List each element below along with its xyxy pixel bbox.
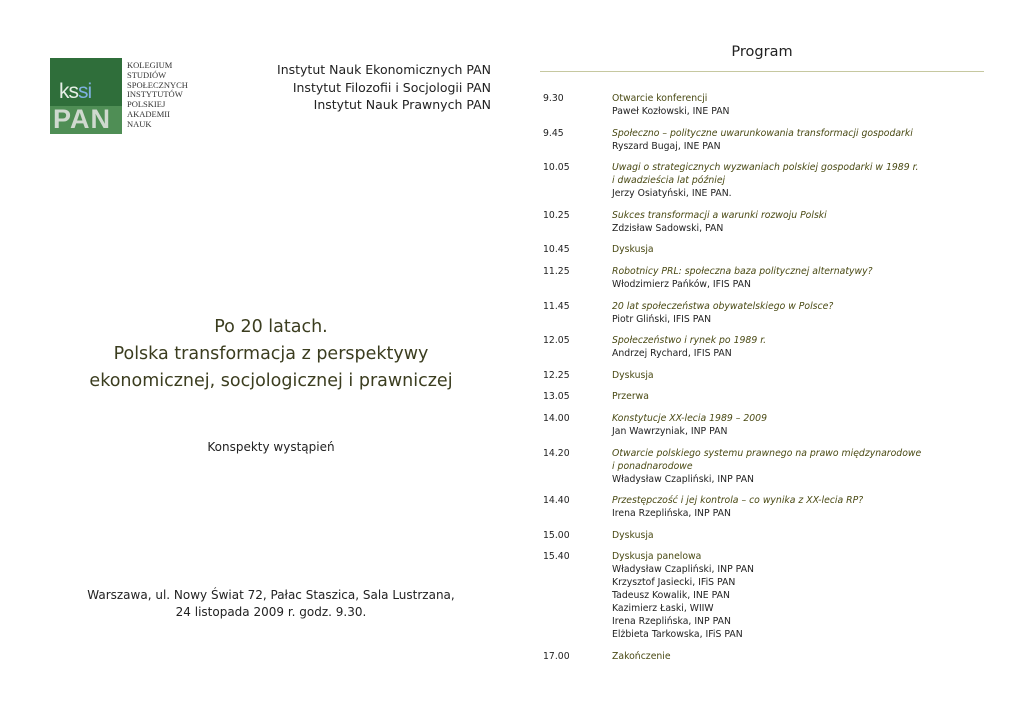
program-item [543,494,983,520]
program-item-speaker: Kazimierz Łaski, WIIW [612,603,714,615]
program-item-content [612,92,983,118]
logo-wordmark-line: NAUK [127,118,152,129]
program-item-title: Dyskusja panelowa [612,551,702,563]
venue-line-1: Warszawa, ul. Nowy Świat 72, Pałac Staszica, Sala Lustrzana, [87,588,455,602]
program-item-content [612,494,983,520]
subtitle: Konspekty wystąpień [207,440,335,454]
program-item-content [612,209,983,235]
program-item-speaker: Włodzimierz Pańków, IFIS PAN [612,278,751,290]
program-item-title: Społeczeństwo i rynek po 1989 r. [612,335,767,347]
program-item [543,243,983,256]
program-heading: Program [731,44,793,60]
program-divider [540,71,984,72]
program-item-speaker: Irena Rzeplińska, INP PAN [612,616,731,628]
logo-mark-pan: PAN [53,104,112,134]
program-item-time: 10.05 [543,162,570,174]
logo-wordmark-line: STUDIÓW [127,69,167,80]
program-item-title: Społeczno – polityczne uwarunkowania transformacji gospodarki [612,127,913,139]
program-item-time: 12.25 [543,369,570,381]
program-item-time: 14.20 [543,447,570,459]
logo-wordmark [127,61,188,130]
program-item [543,550,983,641]
program-item-title: Zakończenie [612,650,671,662]
title-line-2: Polska transformacja z perspektywy [113,344,429,364]
program-item [543,650,983,663]
program-item [543,369,983,382]
program-item-title: Konstytucje XX-lecia 1989 – 2009 [612,412,768,424]
program-item-time: 14.00 [543,412,570,424]
program-item [543,92,983,118]
title-line-3: ekonomicznej, socjologicznej i prawniczej [89,371,453,391]
program-item-content [612,127,983,153]
venue-info [60,587,482,620]
program-item-content [612,412,983,438]
program-item-time: 9.45 [543,127,564,139]
program-item-time: 14.40 [543,495,570,507]
program-item-content [612,550,983,641]
institute-line: Instytut Filozofii i Socjologii PAN [292,79,491,95]
logo-mark-text [59,80,91,104]
program-item-title: Dyskusja [612,369,654,381]
conference-title [60,314,482,395]
program-item [543,209,983,235]
program-item-speaker: Jerzy Osiatyński, INE PAN. [612,188,732,200]
program-item [543,334,983,360]
program-item-content [612,243,983,256]
program-item-content [612,334,983,360]
program-item-time: 11.45 [543,300,570,312]
program-item-title: Robotnicy PRL: społeczna baza politycznej alternatywy? [612,265,873,277]
program-item-speaker: Jan Wawrzyniak, INP PAN [612,425,728,437]
program-item [543,127,983,153]
program-item [543,447,983,486]
program-item-content [612,650,983,663]
program-item-title: Sukces transformacji a warunki rozwoju Polski [612,209,827,221]
program-item-time: 11.25 [543,265,570,277]
program-item-time: 15.40 [543,551,570,563]
program-item-speaker: Władysław Czapliński, INP PAN [612,564,755,576]
program-item [543,390,983,403]
logo-wordmark-line: KOLEGIUM [127,60,173,70]
program-item-speaker: Andrzej Rychard, IFIS PAN [612,348,732,360]
program-item [543,161,983,200]
logo-wordmark-line: AKADEMII [127,108,170,119]
program-item-time: 13.05 [543,391,570,403]
program-item-title: Otwarcie konferencji [612,93,708,104]
program-item [543,412,983,438]
logo-wordmark-line: POLSKIEJ [127,99,166,110]
program-item-content [612,390,983,403]
program-item-time: 10.45 [543,244,570,256]
program-item-title: 20 lat społeczeństwa obywatelskiego w Polsce? [612,300,834,312]
program-item [543,265,983,291]
program-item-speaker: Krzysztof Jasiecki, IFiS PAN [612,577,736,589]
logo-wordmark-line: INSTYTUTÓW [127,89,183,100]
program-item-speaker: Władysław Czapliński, INP PAN [612,473,755,485]
program-item-title: Uwagi o strategicznych wyzwaniach polskiej gospodarki w 1989 r. i dwadzieścia lat później [612,162,919,187]
program-item-title: Otwarcie polskiego systemu prawnego na prawo międzynarodowe i ponadnarodowe [612,447,922,472]
program-item-time: 17.00 [543,650,570,662]
program-item-title: Dyskusja [612,529,654,541]
program-item-content [612,300,983,326]
program-item-title: Dyskusja [612,244,654,256]
program-item-time: 12.05 [543,335,570,347]
title-line-1: Po 20 latach. [214,317,328,337]
logo-mark [50,58,122,134]
program-item-content [612,161,983,200]
program-item-title: Przerwa [612,391,649,403]
program-list [543,92,983,672]
institute-line: Instytut Nauk Ekonomicznych PAN [277,62,491,77]
program-item-content [612,369,983,382]
program-item-speaker: Piotr Gliński, IFIS PAN [612,313,712,325]
program-item-content [612,447,983,486]
program-item [543,300,983,326]
program-item-title: Przestępczość i jej kontrola – co wynika z XX-lecia RP? [612,495,864,507]
program-item-speaker: Irena Rzeplińska, INP PAN [612,508,731,520]
logo-wordmark-line: SPOŁECZNYCH [127,79,188,90]
institute-line: Instytut Nauk Prawnych PAN [313,97,491,112]
program-item-content [612,529,983,542]
program-item-speaker: Elżbieta Tarkowska, IFiS PAN [612,629,743,641]
program-item [543,529,983,542]
venue-line-2: 24 listopada 2009 r. godz. 9.30. [175,604,367,619]
kssi-pan-logo [50,58,210,136]
program-item-speaker: Tadeusz Kowalik, INE PAN [612,590,730,602]
logo-mark-text-part: ks [59,80,78,103]
program-item-time: 10.25 [543,209,570,221]
institutes-list [277,61,491,114]
program-item-speaker: Zdzisław Sadowski, PAN [612,222,724,234]
program-item-time: 9.30 [543,93,564,104]
program-item-time: 15.00 [543,529,570,541]
program-item-content [612,265,983,291]
program-item-speaker: Paweł Kozłowski, INE PAN [612,106,730,117]
logo-mark-text-part: si [78,80,92,103]
program-item-speaker: Ryszard Bugaj, INE PAN [612,140,721,152]
